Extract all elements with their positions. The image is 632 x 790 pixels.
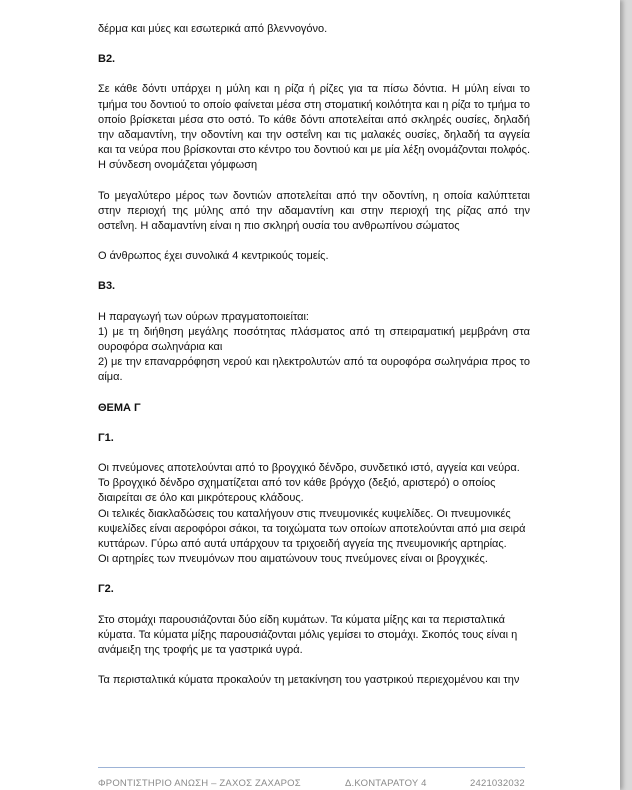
footer-school: ΦΡΟΝΤΙΣΤΗΡΙΟ ΑΝΩΣΗ – ΖΑΧΟΣ ΖΑΧΑΡΟΣ <box>98 778 301 789</box>
paragraph: Οι πνεύμονες αποτελούνται από το βρογχικό δένδρο, συνδετικό ιστό, αγγεία και νεύρα. Το βρογχικό δένδρο σχηματίζεται από τον κάθε βρόγχο (δεξιό, αριστερό) ο οποίος διαιρείται σε όλο και μικρότερους κλάδους. <box>98 462 520 505</box>
paragraph: Τα περισταλτικά κύματα προκαλούν τη μετακίνηση του γαστρικού περιεχομένου και την <box>98 674 520 687</box>
section-heading-b3: Β3. <box>98 280 116 293</box>
section-heading-g2: Γ2. <box>98 583 114 596</box>
paragraph: Σε κάθε δόντι υπάρχει η μύλη και η ρίζα ή ρίζες για τα πίσω δόντια. Η μύλη είναι το τμήμα του δοντιού το οποίο φαίνεται μέσα στη στοματική κοιλότητα και η ρίζα το τμήμα το οποίο βρίσκεται μέσα στο οστό. Το κάθε δόντι αποτελείται από σκληρές ουσίες, δηλαδή την αδαμαντίνη, την οδοντίνη και την οστεΐνη και τις μαλακές ουσίες, δηλαδή τα αγγεία και τα νεύρα που βρίσκονται στο κέντρο του δοντιού και με μία λέξη ονομάζονται πολφός. Η σύνδεση ονομάζεται γόμφωση <box>98 83 531 172</box>
list-item: 1) με τη διήθηση μεγάλης ποσότητας πλάσματος από τη σπειραματική μεμβράνη στα ουροφόρα σωληνάρια και <box>98 325 530 354</box>
paragraph: Ο άνθρωπος έχει συνολικά 4 κεντρικούς τομείς. <box>98 250 329 263</box>
section-heading-g1: Γ1. <box>98 431 114 444</box>
footer-address: Δ.ΚΟΝΤΑΡΑΤΟΥ 4 <box>345 778 427 789</box>
paragraph: Η παραγωγή των ούρων πραγματοποιείται: <box>98 310 309 323</box>
paragraph: Στο στομάχι παρουσιάζονται δύο είδη κυμάτων. Τα κύματα μίξης και τα περισταλτικά <box>98 613 505 626</box>
section-heading-b2: Β2. <box>98 53 116 66</box>
paragraph: Οι αρτηρίες των πνευμόνων που αιματώνουν τους πνεύμονες είναι οι βρογχικές. <box>98 553 488 566</box>
list-item: 2) με την επαναρρόφηση νερού και ηλεκτρολυτών από τα ουροφόρα σωληνάρια προς το αίμα. <box>98 356 530 384</box>
section-heading-thema-g: ΘΕΜΑ Γ <box>98 401 141 414</box>
footer-divider <box>98 767 525 768</box>
paragraph: Οι τελικές διακλαδώσεις του καταλήγουν στις πνευμονικές κυψελίδες. Οι πνευμονικές κυψελίδες είναι αεροφόροι σάκοι, τα τοιχώματα των οποίων αποτελούνται από μια σειρά κυττάρων. Γύρω από αυτά υπάρχουν τα τριχοειδή αγγεία της πνευμονικής αρτηρίας. <box>98 507 526 551</box>
paragraph: δέρμα και μύες και εσωτερικά από βλεννογόνο. <box>98 23 328 35</box>
paragraph: κύματα. Τα κύματα μίξης παρουσιάζονται μόλις γεμίσει το στομάχι. Σκοπός τους είναι η ανάμειξη της τροφής με τα γαστρικά υγρά. <box>98 628 518 657</box>
document-body <box>98 22 530 689</box>
footer-phone: 2421032032 <box>470 778 525 789</box>
paragraph: Το μεγαλύτερο μέρος των δοντιών αποτελείται από την οδοντίνη, η οποία καλύπτεται στην περιοχή της μύλης από την αδαμαντίνη και στην περιοχή της ρίζας από την οστεΐνη. Η αδαμαντίνη είναι η πιο σκληρή ουσία του ανθρωπίνου σώματος <box>98 189 530 233</box>
